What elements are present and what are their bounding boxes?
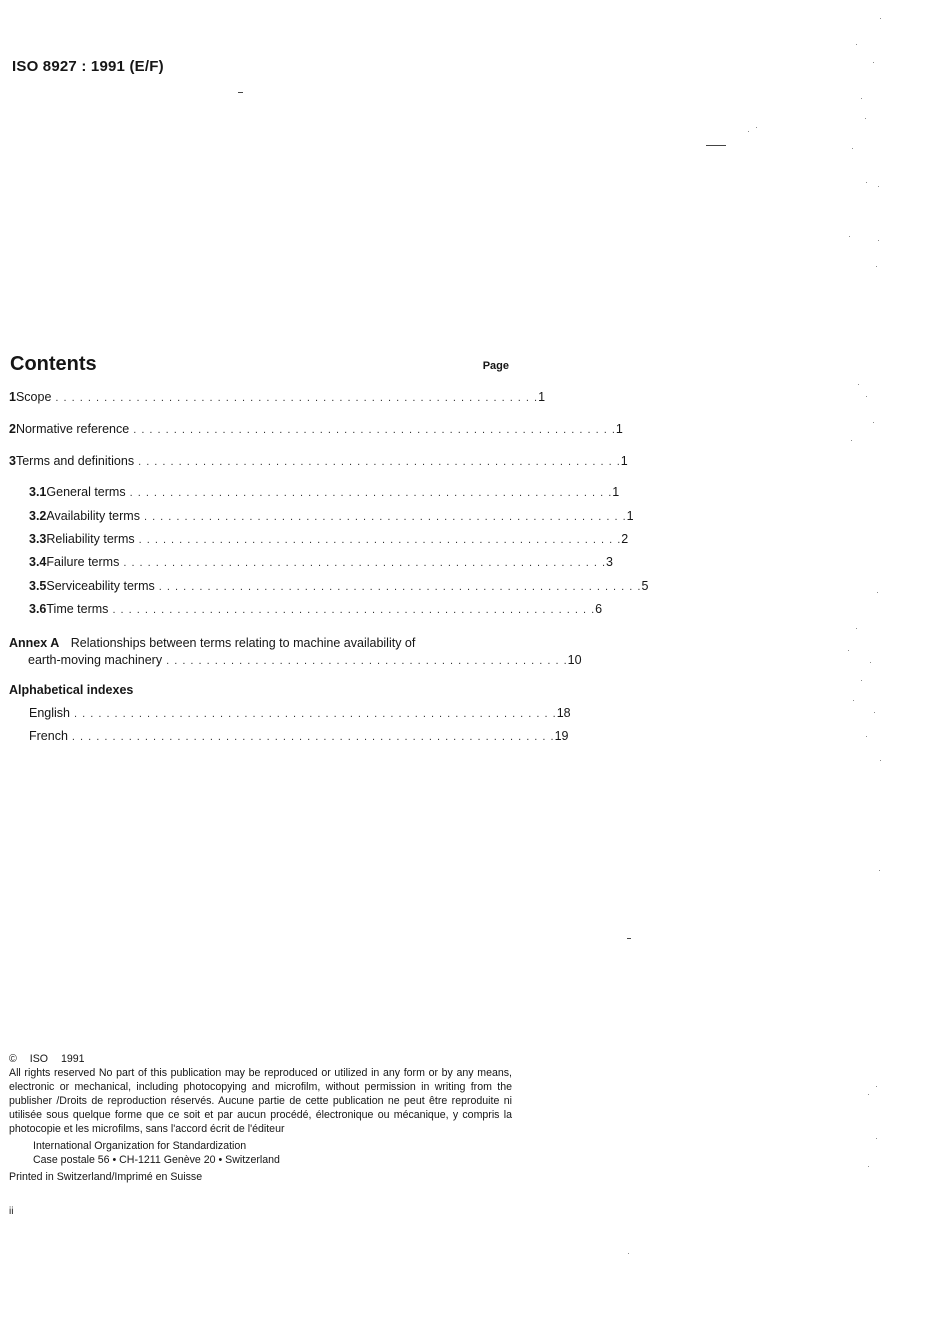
scan-speck: [877, 592, 878, 593]
scan-speck: [628, 1253, 629, 1254]
leader-dots: . . . . . . . . . . . . . . . . . . . . . . . . . . . . . . . . . . . . . . . . . . . . . . . . . .: [166, 655, 568, 667]
copyright-org: ISO: [29, 1053, 49, 1065]
toc-entry-number: 3: [9, 454, 16, 468]
leader-dots: . . . . . . . . . . . . . . . . . . . . . . . . . . . . . . . . . . . . . . . . . . . . . . . . . . . . . . . . . . . .: [74, 708, 557, 720]
toc-index-french[interactable]: [29, 729, 569, 747]
scan-speck: [878, 240, 879, 241]
index-page: 18: [556, 706, 571, 720]
toc-subentry-number: 3.3: [29, 532, 47, 546]
toc-entry-terms-and-definitions[interactable]: [9, 454, 628, 472]
page-column-heading: Page: [482, 360, 509, 372]
scan-speck: [879, 870, 880, 871]
toc-entry-number: 2: [9, 422, 16, 436]
toc-subentry-serviceability-terms[interactable]: [29, 579, 649, 597]
copyright-block: [9, 1052, 512, 1184]
annex-title-line2: earth-moving machinery: [28, 653, 163, 667]
scan-speck: [627, 938, 631, 939]
scan-speck: [856, 44, 857, 45]
index-label: French: [29, 729, 68, 743]
toc-subentry-label: General terms: [46, 485, 126, 499]
scan-speck: [706, 145, 726, 146]
annex-title-line1: Relationships between terms relating to machine availability of: [70, 636, 416, 650]
scan-speck: [876, 1086, 877, 1087]
leader-dots: . . . . . . . . . . . . . . . . . . . . . . . . . . . . . . . . . . . . . . . . . . . . . . . . . . . . . . . . . . . .: [123, 557, 607, 569]
toc-subentry-time-terms[interactable]: [29, 602, 603, 620]
scan-speck: [853, 700, 854, 701]
scan-speck: [861, 680, 862, 681]
scan-speck: [868, 1094, 869, 1095]
toc-subentry-number: 3.2: [29, 509, 47, 523]
toc-subentry-reliability-terms[interactable]: [29, 532, 629, 550]
scan-speck: [880, 18, 881, 19]
scan-speck: [866, 736, 867, 737]
contents-title: Contents: [10, 353, 97, 375]
scan-speck: [878, 186, 879, 187]
scan-speck: [748, 131, 749, 132]
scan-speck: [874, 712, 875, 713]
scan-speck: [868, 1166, 869, 1167]
leader-dots: . . . . . . . . . . . . . . . . . . . . . . . . . . . . . . . . . . . . . . . . . . . . . . . . . . . . . . . . . . . .: [129, 487, 613, 499]
toc-entry-normative-reference[interactable]: [9, 422, 623, 440]
scan-speck: [865, 118, 866, 119]
copyright-notice: All rights reserved No part of this publication may be reproduced or utilized in any form or by any means, electronic or mechanical, including photocopying and microfilm, without permission in writing from the publisher /Droits de reproduction réservés. Aucune partie de cette publication ne peut être reproduite ni utilisée sous quelque forme que ce soit et par aucun procédé, électronique ou mécanique, y compris la photocopie et les microfilms, sans l'accord écrit de l'éditeur: [9, 1067, 512, 1135]
scan-speck: [861, 98, 862, 99]
scan-speck: [756, 127, 757, 128]
scan-speck: [849, 236, 850, 237]
publisher-name: International Organization for Standardization: [33, 1140, 247, 1152]
leader-dots: . . . . . . . . . . . . . . . . . . . . . . . . . . . . . . . . . . . . . . . . . . . . . . . . . . . . . . . . . . . .: [55, 392, 539, 404]
index-label: English: [29, 706, 70, 720]
toc-subentry-page: 1: [612, 485, 620, 499]
scan-speck: [858, 384, 859, 385]
copyright-year: 1991: [60, 1053, 85, 1065]
scan-speck: [876, 266, 877, 267]
scan-speck: [873, 422, 874, 423]
toc-subentry-number: 3.1: [29, 485, 47, 499]
scan-speck: [880, 760, 881, 761]
annex-label: Annex A: [9, 636, 60, 650]
scan-speck: [852, 148, 853, 149]
leader-dots: . . . . . . . . . . . . . . . . . . . . . . . . . . . . . . . . . . . . . . . . . . . . . . . . . . . . . . . . . . . .: [138, 534, 622, 546]
scan-speck: [876, 1138, 877, 1139]
leader-dots: . . . . . . . . . . . . . . . . . . . . . . . . . . . . . . . . . . . . . . . . . . . . . . . . . . . . . . . . . . . .: [112, 604, 596, 616]
toc-entry-label: Terms and definitions: [15, 454, 135, 468]
toc-subentry-number: 3.4: [29, 555, 47, 569]
scan-speck: [856, 628, 857, 629]
toc-entry-number: 1: [9, 390, 16, 404]
toc-subentry-failure-terms[interactable]: [29, 555, 613, 573]
toc-subentry-label: Time terms: [46, 602, 109, 616]
toc-subentry-page: 6: [595, 602, 603, 616]
scan-speck: [238, 92, 243, 93]
toc-subentry-page: 3: [606, 555, 613, 569]
toc-entry-annex-a[interactable]: [9, 636, 582, 670]
toc-subentry-number: 3.6: [29, 602, 47, 616]
toc-entry-page: 1: [615, 422, 623, 436]
alphabetical-indexes-title: Alphabetical indexes: [9, 683, 134, 697]
leader-dots: . . . . . . . . . . . . . . . . . . . . . . . . . . . . . . . . . . . . . . . . . . . . . . . . . . . . . . . . . . . .: [143, 511, 627, 523]
scan-speck: [848, 650, 849, 651]
toc-subentry-label: Availability terms: [46, 509, 140, 523]
toc-entry-label: Normative reference: [15, 422, 130, 436]
index-page: 19: [554, 729, 569, 743]
scan-speck: [873, 62, 874, 63]
toc-index-english[interactable]: [29, 706, 571, 724]
toc-subentry-general-terms[interactable]: [29, 485, 620, 503]
copyright-line: [9, 1052, 512, 1066]
toc-subentry-page: 2: [621, 532, 629, 546]
leader-dots: . . . . . . . . . . . . . . . . . . . . . . . . . . . . . . . . . . . . . . . . . . . . . . . . . . . . . . . . . . . .: [133, 424, 616, 436]
toc-subentry-page: 1: [626, 509, 634, 523]
toc-entry-scope[interactable]: [9, 390, 546, 408]
scan-speck: [866, 182, 867, 183]
toc-subentry-label: Reliability terms: [46, 532, 135, 546]
scan-speck: [870, 662, 871, 663]
toc-subentry-number: 3.5: [29, 579, 47, 593]
toc-entry-page: 1: [620, 454, 628, 468]
annex-page: 10: [567, 653, 582, 667]
copyright-symbol: ©: [9, 1053, 17, 1065]
publisher-address: Case postale 56 • CH-1211 Genève 20 • Switzerland: [33, 1154, 280, 1166]
scan-speck: [866, 396, 867, 397]
printed-in: Printed in Switzerland/Imprimé en Suisse: [9, 1171, 203, 1183]
leader-dots: . . . . . . . . . . . . . . . . . . . . . . . . . . . . . . . . . . . . . . . . . . . . . . . . . . . . . . . . . . . .: [71, 731, 555, 743]
document-id: ISO 8927 : 1991 (E/F): [12, 58, 164, 75]
toc-subentry-label: Failure terms: [46, 555, 120, 569]
page-number: ii: [9, 1206, 14, 1217]
toc-entry-page: 1: [538, 390, 546, 404]
toc-subentry-availability-terms[interactable]: [29, 509, 634, 527]
leader-dots: . . . . . . . . . . . . . . . . . . . . . . . . . . . . . . . . . . . . . . . . . . . . . . . . . . . . . . . . . . . .: [138, 456, 621, 468]
scan-speck: [851, 440, 852, 441]
toc-subentry-page: 5: [641, 579, 649, 593]
toc-entry-label: Scope: [15, 390, 52, 404]
toc-subentry-label: Serviceability terms: [46, 579, 155, 593]
leader-dots: . . . . . . . . . . . . . . . . . . . . . . . . . . . . . . . . . . . . . . . . . . . . . . . . . . . . . . . . . . . .: [158, 581, 642, 593]
